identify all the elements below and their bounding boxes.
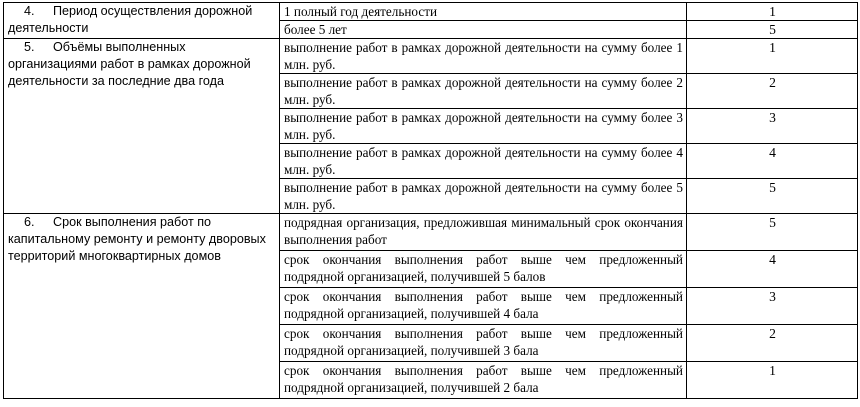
description-text: срок окончания выполнения работ выше чем предложенный подрядной организацией, получившей 4 бала xyxy=(284,289,683,321)
description-cell xyxy=(280,214,687,251)
criterion-number: 5. xyxy=(24,40,35,54)
description-cell xyxy=(280,251,687,288)
criteria-table xyxy=(3,2,858,399)
table-row xyxy=(4,214,858,251)
points-cell: 5 xyxy=(687,21,858,39)
description-text: подрядная организация, предложившая минимальный срок окончания выполнения работ xyxy=(284,215,683,247)
table-row xyxy=(4,3,858,21)
points-cell: 1 xyxy=(687,3,858,21)
points-cell: 5 xyxy=(687,179,858,214)
points-cell: 1 xyxy=(687,39,858,74)
criterion-number: 6. xyxy=(24,215,35,229)
description-text: срок окончания выполнения работ выше чем предложенный подрядной организацией, получившей 2 бала xyxy=(284,363,683,395)
description-text: 1 полный год деятельности xyxy=(284,4,438,19)
criterion-cell xyxy=(4,3,280,39)
points-cell: 3 xyxy=(687,109,858,144)
description-cell xyxy=(280,179,687,214)
description-cell xyxy=(280,3,687,21)
points-cell: 2 xyxy=(687,325,858,362)
criterion-cell xyxy=(4,39,280,214)
description-cell xyxy=(280,362,687,399)
points-cell: 4 xyxy=(687,251,858,288)
description-cell xyxy=(280,109,687,144)
description-text: срок окончания выполнения работ выше чем предложенный подрядной организацией, получившей 5 балов xyxy=(284,252,683,284)
description-cell xyxy=(280,325,687,362)
description-cell xyxy=(280,144,687,179)
points-cell: 2 xyxy=(687,74,858,109)
description-cell xyxy=(280,288,687,325)
description-text: выполнение работ в рамках дорожной деятельности на сумму более 2 млн. руб. xyxy=(284,75,683,107)
points-cell: 3 xyxy=(687,288,858,325)
points-cell: 5 xyxy=(687,214,858,251)
table-row xyxy=(4,39,858,74)
criterion-cell xyxy=(4,214,280,399)
description-text: выполнение работ в рамках дорожной деятельности на сумму более 4 млн. руб. xyxy=(284,145,683,177)
description-text: срок окончания выполнения работ выше чем предложенный подрядной организацией, получившей 3 бала xyxy=(284,326,683,358)
criterion-title: Объёмы выполненных организациями работ в рамках дорожной деятельности за последние два года xyxy=(8,40,251,88)
description-text: более 5 лет xyxy=(284,22,347,37)
description-cell xyxy=(280,74,687,109)
criterion-title: Срок выполнения работ по капитальному ремонту и ремонту дворовых территорий многоквартирных домов xyxy=(8,215,266,263)
points-cell: 4 xyxy=(687,144,858,179)
points-cell: 1 xyxy=(687,362,858,399)
description-text: выполнение работ в рамках дорожной деятельности на сумму более 5 млн. руб. xyxy=(284,180,683,212)
description-cell xyxy=(280,21,687,39)
description-text: выполнение работ в рамках дорожной деятельности на сумму более 1 млн. руб. xyxy=(284,40,683,72)
description-cell xyxy=(280,39,687,74)
criterion-title: Период осуществления дорожной деятельности xyxy=(8,4,253,35)
criterion-number: 4. xyxy=(24,4,35,18)
description-text: выполнение работ в рамках дорожной деятельности на сумму более 3 млн. руб. xyxy=(284,110,683,142)
